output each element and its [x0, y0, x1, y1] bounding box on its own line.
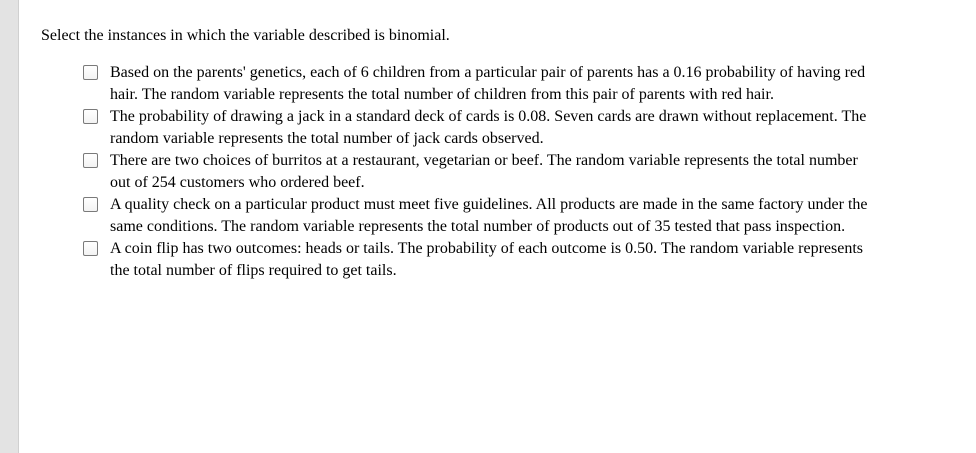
- answer-options-list: [83, 62, 883, 282]
- option-1-checkbox[interactable]: [83, 65, 98, 80]
- option-3-checkbox[interactable]: [83, 153, 98, 168]
- option-2[interactable]: [83, 106, 883, 150]
- option-5[interactable]: [83, 238, 883, 282]
- option-4[interactable]: [83, 194, 883, 238]
- question-prompt: Select the instances in which the variable described is binomial.: [41, 27, 450, 44]
- option-4-text: A quality check on a particular product must meet five guidelines. All products are made in the same factory under the same conditions. The random variable represents the total number of products out of 35 tested that pass inspection.: [110, 196, 868, 235]
- option-3[interactable]: [83, 150, 883, 194]
- option-5-checkbox[interactable]: [83, 241, 98, 256]
- option-5-text: A coin flip has two outcomes: heads or tails. The probability of each outcome is 0.50. The random variable represents the total number of flips required to get tails.: [110, 240, 863, 279]
- option-2-text: The probability of drawing a jack in a standard deck of cards is 0.08. Seven cards are drawn without replacement. The random variable represents the total number of jack cards observed.: [110, 108, 867, 147]
- option-2-checkbox[interactable]: [83, 109, 98, 124]
- option-4-checkbox[interactable]: [83, 197, 98, 212]
- left-gutter: [0, 0, 19, 453]
- option-1-text: Based on the parents' genetics, each of 6 children from a particular pair of parents has a 0.16 probability of having red hair. The random variable represents the total number of children from this pair of parents with red hair.: [110, 64, 866, 103]
- option-3-text: There are two choices of burritos at a restaurant, vegetarian or beef. The random variable represents the total number out of 254 customers who ordered beef.: [110, 152, 858, 191]
- option-1[interactable]: [83, 62, 883, 106]
